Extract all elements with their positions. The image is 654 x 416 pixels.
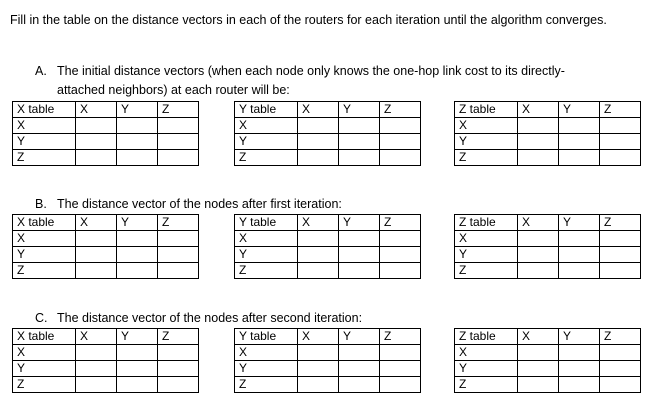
empty-cell[interactable] <box>380 263 421 279</box>
empty-cell[interactable] <box>76 134 117 150</box>
section-b-y-table <box>234 214 421 279</box>
empty-cell[interactable] <box>298 247 339 263</box>
section-c-y-table <box>234 328 421 393</box>
section-b-z-table <box>454 214 641 279</box>
table-row <box>455 134 641 150</box>
section-c-letter: C. <box>35 311 48 325</box>
table-row <box>455 247 641 263</box>
empty-cell[interactable] <box>559 134 600 150</box>
empty-cell[interactable] <box>117 361 158 377</box>
section-a-x-table <box>12 101 199 166</box>
row-header-y: Y <box>235 134 298 150</box>
table-title: Y table <box>235 329 298 345</box>
table-row <box>13 150 199 166</box>
empty-cell[interactable] <box>518 263 559 279</box>
column-header-z: Z <box>158 215 199 231</box>
table-row <box>235 134 421 150</box>
empty-cell[interactable] <box>339 231 380 247</box>
empty-cell[interactable] <box>117 263 158 279</box>
table-row <box>235 345 421 361</box>
empty-cell[interactable] <box>76 247 117 263</box>
table-header-row <box>455 215 641 231</box>
empty-cell[interactable] <box>339 361 380 377</box>
row-header-x: X <box>455 231 518 247</box>
row-header-z: Z <box>13 263 76 279</box>
table-row <box>13 361 199 377</box>
row-header-z: Z <box>13 150 76 166</box>
empty-cell[interactable] <box>117 247 158 263</box>
empty-cell[interactable] <box>600 345 641 361</box>
table-row <box>455 361 641 377</box>
empty-cell[interactable] <box>559 377 600 393</box>
table-title: X table <box>13 102 76 118</box>
row-header-z: Z <box>455 377 518 393</box>
row-header-x: X <box>13 118 76 134</box>
column-header-y: Y <box>559 102 600 118</box>
row-header-z: Z <box>455 150 518 166</box>
empty-cell[interactable] <box>600 377 641 393</box>
table-title: Z table <box>455 329 518 345</box>
empty-cell[interactable] <box>518 247 559 263</box>
table-row <box>235 361 421 377</box>
empty-cell[interactable] <box>76 377 117 393</box>
column-header-y: Y <box>339 329 380 345</box>
section-c-z-table <box>454 328 641 393</box>
table-header-row <box>235 329 421 345</box>
row-header-y: Y <box>455 361 518 377</box>
column-header-x: X <box>518 102 559 118</box>
column-header-y: Y <box>117 102 158 118</box>
empty-cell[interactable] <box>600 118 641 134</box>
table-row <box>235 118 421 134</box>
section-c-label <box>35 309 635 328</box>
empty-cell[interactable] <box>559 247 600 263</box>
table-row <box>13 345 199 361</box>
section-a-label <box>35 62 635 100</box>
column-header-z: Z <box>158 329 199 345</box>
table-row <box>455 263 641 279</box>
table-row <box>455 118 641 134</box>
table-title: Y table <box>235 215 298 231</box>
empty-cell[interactable] <box>518 231 559 247</box>
column-header-z: Z <box>600 215 641 231</box>
column-header-x: X <box>298 102 339 118</box>
table-row <box>13 263 199 279</box>
empty-cell[interactable] <box>158 345 199 361</box>
section-a-z-table <box>454 101 641 166</box>
row-header-y: Y <box>13 134 76 150</box>
empty-cell[interactable] <box>339 377 380 393</box>
table-row <box>455 377 641 393</box>
empty-cell[interactable] <box>559 231 600 247</box>
row-header-y: Y <box>13 361 76 377</box>
row-header-x: X <box>455 345 518 361</box>
column-header-z: Z <box>600 329 641 345</box>
empty-cell[interactable] <box>559 150 600 166</box>
table-header-row <box>235 102 421 118</box>
empty-cell[interactable] <box>76 361 117 377</box>
empty-cell[interactable] <box>600 134 641 150</box>
table-row <box>13 231 199 247</box>
empty-cell[interactable] <box>298 134 339 150</box>
row-header-x: X <box>13 231 76 247</box>
empty-cell[interactable] <box>380 361 421 377</box>
table-title: Y table <box>235 102 298 118</box>
row-header-x: X <box>13 345 76 361</box>
empty-cell[interactable] <box>600 361 641 377</box>
column-header-x: X <box>76 102 117 118</box>
empty-cell[interactable] <box>298 377 339 393</box>
empty-cell[interactable] <box>600 263 641 279</box>
table-header-row <box>455 329 641 345</box>
section-a-letter: A. <box>35 64 47 78</box>
table-row <box>13 377 199 393</box>
row-header-y: Y <box>235 361 298 377</box>
empty-cell[interactable] <box>518 150 559 166</box>
table-row <box>235 247 421 263</box>
empty-cell[interactable] <box>76 231 117 247</box>
section-b-x-table <box>12 214 199 279</box>
empty-cell[interactable] <box>559 263 600 279</box>
section-c-text: The distance vector of the nodes after second iteration: <box>57 311 363 325</box>
empty-cell[interactable] <box>380 377 421 393</box>
section-a-text-line1: The initial distance vectors (when each node only knows the one-hop link cost to its directly- <box>57 64 565 78</box>
empty-cell[interactable] <box>158 361 199 377</box>
instructions: Fill in the table on the distance vectors in each of the routers for each iteration until the algorithm converges. <box>10 13 607 27</box>
column-header-x: X <box>298 215 339 231</box>
row-header-y: Y <box>455 247 518 263</box>
empty-cell[interactable] <box>600 150 641 166</box>
row-header-x: X <box>235 118 298 134</box>
empty-cell[interactable] <box>518 134 559 150</box>
table-header-row <box>13 215 199 231</box>
table-row <box>235 231 421 247</box>
empty-cell[interactable] <box>76 345 117 361</box>
empty-cell[interactable] <box>298 345 339 361</box>
table-row <box>455 150 641 166</box>
row-header-z: Z <box>455 263 518 279</box>
empty-cell[interactable] <box>158 150 199 166</box>
empty-cell[interactable] <box>339 247 380 263</box>
table-row <box>13 134 199 150</box>
empty-cell[interactable] <box>76 263 117 279</box>
empty-cell[interactable] <box>117 377 158 393</box>
column-header-x: X <box>518 215 559 231</box>
column-header-x: X <box>76 329 117 345</box>
table-row <box>455 231 641 247</box>
table-header-row <box>13 102 199 118</box>
row-header-y: Y <box>13 247 76 263</box>
empty-cell[interactable] <box>117 150 158 166</box>
row-header-y: Y <box>235 247 298 263</box>
table-row <box>13 118 199 134</box>
empty-cell[interactable] <box>380 134 421 150</box>
empty-cell[interactable] <box>158 134 199 150</box>
column-header-z: Z <box>600 102 641 118</box>
section-b-letter: B. <box>35 197 47 211</box>
column-header-y: Y <box>117 215 158 231</box>
empty-cell[interactable] <box>117 134 158 150</box>
empty-cell[interactable] <box>117 118 158 134</box>
column-header-x: X <box>298 329 339 345</box>
empty-cell[interactable] <box>380 247 421 263</box>
row-header-z: Z <box>235 377 298 393</box>
row-header-z: Z <box>235 263 298 279</box>
table-row <box>235 377 421 393</box>
empty-cell[interactable] <box>380 150 421 166</box>
empty-cell[interactable] <box>380 345 421 361</box>
row-header-x: X <box>235 345 298 361</box>
table-header-row <box>235 215 421 231</box>
empty-cell[interactable] <box>158 231 199 247</box>
section-b-text: The distance vector of the nodes after first iteration: <box>57 197 342 211</box>
empty-cell[interactable] <box>158 263 199 279</box>
empty-cell[interactable] <box>559 118 600 134</box>
section-a-y-table <box>234 101 421 166</box>
table-row <box>235 150 421 166</box>
column-header-z: Z <box>380 329 421 345</box>
empty-cell[interactable] <box>518 361 559 377</box>
empty-cell[interactable] <box>158 377 199 393</box>
empty-cell[interactable] <box>559 361 600 377</box>
empty-cell[interactable] <box>518 377 559 393</box>
row-header-z: Z <box>235 150 298 166</box>
column-header-z: Z <box>380 102 421 118</box>
table-header-row <box>13 329 199 345</box>
row-header-y: Y <box>455 134 518 150</box>
empty-cell[interactable] <box>158 247 199 263</box>
empty-cell[interactable] <box>117 231 158 247</box>
table-title: Z table <box>455 215 518 231</box>
table-title: Z table <box>455 102 518 118</box>
section-c-x-table <box>12 328 199 393</box>
table-row <box>455 345 641 361</box>
column-header-x: X <box>76 215 117 231</box>
column-header-z: Z <box>158 102 199 118</box>
column-header-y: Y <box>339 215 380 231</box>
table-title: X table <box>13 329 76 345</box>
column-header-z: Z <box>380 215 421 231</box>
table-row <box>235 263 421 279</box>
empty-cell[interactable] <box>298 231 339 247</box>
empty-cell[interactable] <box>76 150 117 166</box>
column-header-y: Y <box>559 329 600 345</box>
empty-cell[interactable] <box>600 247 641 263</box>
empty-cell[interactable] <box>298 118 339 134</box>
empty-cell[interactable] <box>380 118 421 134</box>
empty-cell[interactable] <box>518 118 559 134</box>
empty-cell[interactable] <box>298 361 339 377</box>
row-header-z: Z <box>13 377 76 393</box>
column-header-y: Y <box>117 329 158 345</box>
empty-cell[interactable] <box>339 263 380 279</box>
table-title: X table <box>13 215 76 231</box>
empty-cell[interactable] <box>559 345 600 361</box>
column-header-x: X <box>518 329 559 345</box>
empty-cell[interactable] <box>298 150 339 166</box>
empty-cell[interactable] <box>518 345 559 361</box>
column-header-y: Y <box>339 102 380 118</box>
table-header-row <box>455 102 641 118</box>
row-header-x: X <box>455 118 518 134</box>
section-b-label <box>35 195 635 214</box>
empty-cell[interactable] <box>339 134 380 150</box>
empty-cell[interactable] <box>117 345 158 361</box>
empty-cell[interactable] <box>380 231 421 247</box>
table-row <box>13 247 199 263</box>
empty-cell[interactable] <box>339 118 380 134</box>
empty-cell[interactable] <box>298 263 339 279</box>
row-header-x: X <box>235 231 298 247</box>
empty-cell[interactable] <box>158 118 199 134</box>
empty-cell[interactable] <box>339 345 380 361</box>
column-header-y: Y <box>559 215 600 231</box>
empty-cell[interactable] <box>339 150 380 166</box>
empty-cell[interactable] <box>600 231 641 247</box>
section-a-text-line2: attached neighbors) at each router will be: <box>57 83 290 97</box>
empty-cell[interactable] <box>76 118 117 134</box>
